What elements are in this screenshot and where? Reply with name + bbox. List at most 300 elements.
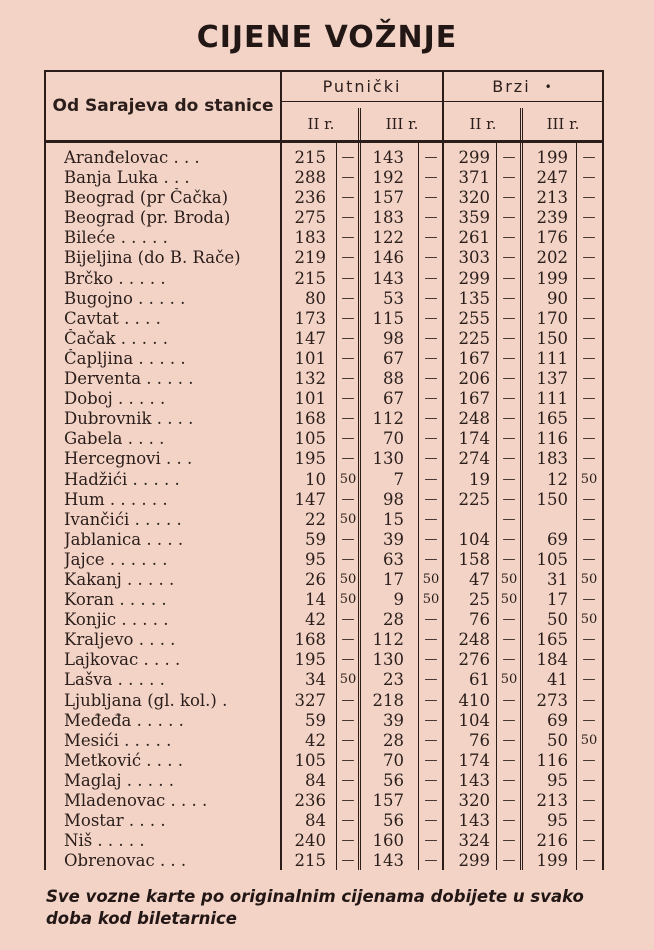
fare-p3c: — bbox=[424, 190, 438, 206]
fare-p3: 56 bbox=[383, 811, 404, 831]
fare-b3c: — bbox=[582, 712, 596, 728]
fare-p3c: — bbox=[424, 250, 438, 266]
station-name: Kraljevo . . . . bbox=[64, 630, 176, 650]
fare-p3c: — bbox=[424, 371, 438, 387]
fare-p2c: — bbox=[341, 732, 355, 748]
brzi-class3-header: III r. bbox=[546, 115, 580, 133]
fare-p3c: — bbox=[424, 290, 438, 306]
fare-p3: 70 bbox=[383, 750, 404, 770]
fare-p3c: — bbox=[424, 793, 438, 808]
fare-b2: 76 bbox=[469, 730, 490, 750]
fare-b3c: — bbox=[582, 793, 596, 808]
fare-b3c: — bbox=[582, 451, 596, 467]
fare-b2: 167 bbox=[458, 389, 490, 409]
fare-p2c: — bbox=[341, 371, 355, 387]
fare-p2: 288 bbox=[294, 168, 326, 188]
fare-p3: 146 bbox=[372, 248, 404, 268]
station-name: Mostar . . . . bbox=[64, 811, 166, 831]
fare-b2: 248 bbox=[458, 409, 490, 429]
fare-p2c: 50 bbox=[339, 571, 357, 587]
fare-p3: 67 bbox=[383, 389, 404, 409]
table-row bbox=[46, 550, 602, 570]
fare-p2: 215 bbox=[294, 268, 326, 288]
fare-p3c: — bbox=[424, 732, 438, 748]
fare-b3c: — bbox=[582, 431, 596, 447]
station-name: Jablanica . . . . bbox=[64, 529, 184, 549]
fare-b3c: — bbox=[582, 290, 596, 306]
fare-p2: 168 bbox=[294, 630, 326, 650]
fare-b3c: 50 bbox=[580, 471, 598, 487]
station-name: Lašva . . . . . bbox=[64, 670, 165, 690]
fare-b2: 104 bbox=[458, 710, 490, 730]
station-name: Čapljina . . . . . bbox=[64, 348, 186, 368]
fare-b2c: — bbox=[502, 290, 516, 306]
station-name: Dubrovnik . . . . bbox=[64, 409, 194, 429]
fare-p3: 9 bbox=[393, 590, 404, 610]
fare-p2: 101 bbox=[294, 348, 326, 368]
table-row bbox=[46, 630, 602, 650]
fare-b2: 61 bbox=[469, 670, 490, 690]
fare-p3c: — bbox=[424, 612, 438, 628]
fare-b3: 69 bbox=[547, 529, 568, 549]
fare-b2c: — bbox=[502, 310, 516, 326]
fare-b2: 371 bbox=[458, 168, 490, 188]
fare-p2c: — bbox=[341, 712, 355, 728]
fare-b2c: — bbox=[502, 431, 516, 447]
fare-p2c: — bbox=[341, 250, 355, 266]
fare-p2: 173 bbox=[294, 308, 326, 328]
table-row bbox=[46, 248, 602, 268]
table-row bbox=[46, 570, 602, 590]
fare-p2: 26 bbox=[305, 569, 326, 589]
table-row bbox=[46, 168, 602, 188]
fare-p3c: 50 bbox=[422, 571, 440, 587]
fare-p2c: — bbox=[341, 451, 355, 467]
fare-b3: 137 bbox=[536, 369, 568, 389]
station-name: Banja Luka . . . bbox=[64, 168, 190, 188]
fare-b2: 410 bbox=[458, 690, 490, 710]
station-name: Bijeljina (do B. Rače) bbox=[64, 248, 241, 268]
fare-p2c: — bbox=[341, 230, 355, 246]
fare-b2c: — bbox=[502, 250, 516, 266]
fare-p3: 115 bbox=[372, 308, 404, 328]
fare-p2c: — bbox=[341, 330, 355, 346]
fare-p2: 275 bbox=[294, 208, 326, 228]
fare-b3c: — bbox=[582, 270, 596, 286]
fare-p3c: — bbox=[424, 391, 438, 407]
fare-p2c: 50 bbox=[339, 592, 357, 608]
fare-b2c: — bbox=[502, 150, 516, 165]
fare-b2c: — bbox=[502, 471, 516, 487]
table-row bbox=[46, 691, 602, 711]
fare-b2c: — bbox=[502, 752, 516, 768]
fare-b2c: — bbox=[502, 551, 516, 567]
fare-p3c: — bbox=[424, 310, 438, 326]
fare-p3c: — bbox=[424, 531, 438, 547]
table-row bbox=[46, 751, 602, 771]
fare-b3: 95 bbox=[547, 770, 568, 790]
fare-b3c: — bbox=[582, 170, 596, 186]
fare-b2c: — bbox=[502, 772, 516, 788]
fare-b2: 135 bbox=[458, 288, 490, 308]
fare-p2c: — bbox=[341, 652, 355, 668]
fare-b2c: — bbox=[502, 652, 516, 668]
table-row bbox=[46, 148, 602, 168]
fare-p3c: — bbox=[424, 150, 438, 165]
table-row bbox=[46, 289, 602, 309]
fare-b3c: 50 bbox=[580, 612, 598, 628]
fare-b2c: — bbox=[502, 632, 516, 648]
fare-p2: 14 bbox=[305, 590, 326, 610]
fare-p2c: — bbox=[341, 491, 355, 507]
fare-b3c: — bbox=[582, 853, 596, 869]
table-row bbox=[46, 369, 602, 389]
fare-b3c: — bbox=[582, 391, 596, 407]
fare-p2c: — bbox=[341, 150, 355, 165]
fare-p2c: — bbox=[341, 411, 355, 427]
fare-b3c: — bbox=[582, 250, 596, 266]
table-row bbox=[46, 309, 602, 329]
station-name: Gabela . . . . bbox=[64, 429, 165, 449]
fare-p2: 147 bbox=[294, 489, 326, 509]
fare-b2c: — bbox=[502, 230, 516, 246]
fare-b2: 143 bbox=[458, 770, 490, 790]
fare-b3: 239 bbox=[536, 208, 568, 228]
fare-p2: 80 bbox=[305, 288, 326, 308]
fare-p2: 59 bbox=[305, 710, 326, 730]
brzi-mark: • bbox=[544, 79, 554, 94]
fare-p3c: 50 bbox=[422, 592, 440, 608]
fare-b3: 111 bbox=[536, 348, 568, 368]
fare-p2: 195 bbox=[294, 449, 326, 469]
fare-b2c: — bbox=[502, 712, 516, 728]
fare-p3c: — bbox=[424, 170, 438, 186]
fare-b3: 199 bbox=[536, 851, 568, 871]
fare-b3: 105 bbox=[536, 549, 568, 569]
fare-b3c: — bbox=[582, 551, 596, 567]
fare-b2c: — bbox=[502, 371, 516, 387]
fare-p2c: — bbox=[341, 310, 355, 326]
fare-b3c: 50 bbox=[580, 571, 598, 587]
table-row bbox=[46, 831, 602, 851]
fare-p2c: — bbox=[341, 391, 355, 407]
fare-p3: 63 bbox=[383, 549, 404, 569]
station-column-header: Od Sarajeva do stanice bbox=[46, 72, 282, 140]
station-name: Ivančići . . . . . bbox=[64, 509, 182, 529]
station-name: Derventa . . . . . bbox=[64, 369, 194, 389]
fare-p2: 59 bbox=[305, 529, 326, 549]
fare-rows bbox=[46, 148, 602, 871]
fare-p3: 112 bbox=[372, 630, 404, 650]
fare-p2: 105 bbox=[294, 750, 326, 770]
fare-b2: 143 bbox=[458, 811, 490, 831]
fare-b2c: — bbox=[502, 391, 516, 407]
fare-b2c: — bbox=[502, 853, 516, 869]
table-row bbox=[46, 670, 602, 690]
table-row bbox=[46, 349, 602, 369]
station-name: Međeđa . . . . . bbox=[64, 710, 184, 730]
fare-b3: 31 bbox=[547, 569, 568, 589]
station-name: Bileće . . . . . bbox=[64, 228, 168, 248]
table-row bbox=[46, 429, 602, 449]
fare-b3c: — bbox=[582, 230, 596, 246]
station-name: Obrenovac . . . bbox=[64, 851, 187, 871]
fare-p3c: — bbox=[424, 813, 438, 829]
fare-p3c: — bbox=[424, 270, 438, 286]
fare-b3: 213 bbox=[536, 791, 568, 810]
fare-p2c: — bbox=[341, 190, 355, 206]
fare-b2c: — bbox=[502, 411, 516, 427]
brzi-header bbox=[444, 72, 602, 102]
fare-p2: 195 bbox=[294, 650, 326, 670]
fare-b3: 202 bbox=[536, 248, 568, 268]
fare-p2: 34 bbox=[305, 670, 326, 690]
fare-p3c: — bbox=[424, 511, 438, 527]
station-name: Metković . . . . bbox=[64, 750, 184, 770]
fare-p2: 42 bbox=[305, 730, 326, 750]
fare-p2c: — bbox=[341, 752, 355, 768]
fare-b3: 69 bbox=[547, 710, 568, 730]
table-row bbox=[46, 208, 602, 228]
fare-b3c: — bbox=[582, 752, 596, 768]
fare-p3: 122 bbox=[372, 228, 404, 248]
fare-p3: 192 bbox=[372, 168, 404, 188]
fare-b3: 95 bbox=[547, 811, 568, 831]
fare-p2: 215 bbox=[294, 851, 326, 871]
fare-p2: 84 bbox=[305, 770, 326, 790]
fare-p3c: — bbox=[424, 752, 438, 768]
fare-b3: 213 bbox=[536, 188, 568, 208]
fare-b2c: — bbox=[502, 190, 516, 206]
fare-b3 bbox=[522, 510, 568, 530]
fare-p3c: — bbox=[424, 471, 438, 487]
fare-b2: 174 bbox=[458, 429, 490, 449]
fare-p3c: — bbox=[424, 350, 438, 366]
station-name: Cavtat . . . . bbox=[64, 308, 161, 328]
fare-p2c: — bbox=[341, 531, 355, 547]
station-name: Niš . . . . . bbox=[64, 831, 145, 851]
station-name: Konjic . . . . . bbox=[64, 610, 169, 630]
fare-p3c: — bbox=[424, 330, 438, 346]
fare-p3c: — bbox=[424, 853, 438, 869]
fare-b3: 17 bbox=[547, 590, 568, 610]
table-row bbox=[46, 188, 602, 208]
putnicki-class2-header: II r. bbox=[307, 115, 335, 133]
fare-b2: 248 bbox=[458, 630, 490, 650]
fare-b3: 183 bbox=[536, 449, 568, 469]
fare-b3c: — bbox=[582, 511, 596, 527]
fare-p2: 10 bbox=[305, 469, 326, 489]
fare-p2: 22 bbox=[305, 509, 326, 529]
fare-p2c: — bbox=[341, 290, 355, 306]
fare-p3: 143 bbox=[372, 851, 404, 871]
station-name: Ljubljana (gl. kol.) . bbox=[64, 690, 228, 710]
fare-p3c: — bbox=[424, 833, 438, 849]
fare-b2c: — bbox=[502, 210, 516, 226]
fare-p3: 143 bbox=[372, 148, 404, 167]
fare-b3c: — bbox=[582, 632, 596, 648]
fare-p3c: — bbox=[424, 491, 438, 507]
fare-b3: 170 bbox=[536, 308, 568, 328]
table-row bbox=[46, 771, 602, 791]
fare-p2c: — bbox=[341, 692, 355, 708]
fare-b2: 167 bbox=[458, 348, 490, 368]
table-row bbox=[46, 510, 602, 530]
fare-p2c: — bbox=[341, 813, 355, 829]
fare-b2: 303 bbox=[458, 248, 490, 268]
fare-p2: 183 bbox=[294, 228, 326, 248]
station-name: Brčko . . . . . bbox=[64, 268, 166, 288]
table-row bbox=[46, 470, 602, 490]
fare-b2: 206 bbox=[458, 369, 490, 389]
fare-p2: 105 bbox=[294, 429, 326, 449]
fare-p2c: — bbox=[341, 612, 355, 628]
fare-p3c: — bbox=[424, 411, 438, 427]
fare-p3c: — bbox=[424, 692, 438, 708]
fare-b3c: — bbox=[582, 531, 596, 547]
table-row bbox=[46, 811, 602, 831]
fare-p2c: — bbox=[341, 772, 355, 788]
fare-b3: 150 bbox=[536, 328, 568, 348]
fare-p2: 215 bbox=[294, 148, 326, 167]
fare-b3c: — bbox=[582, 652, 596, 668]
fare-p3: 23 bbox=[383, 670, 404, 690]
fare-p3: 98 bbox=[383, 489, 404, 509]
fare-b3: 199 bbox=[536, 268, 568, 288]
fare-p3c: — bbox=[424, 632, 438, 648]
fare-p3: 98 bbox=[383, 328, 404, 348]
station-name: Maglaj . . . . . bbox=[64, 770, 174, 790]
fare-p2: 327 bbox=[294, 690, 326, 710]
fare-p2c: — bbox=[341, 793, 355, 808]
fare-p3: 160 bbox=[372, 831, 404, 851]
station-name: Hadžići . . . . . bbox=[64, 469, 180, 489]
fare-p2c: — bbox=[341, 210, 355, 226]
fare-b3: 12 bbox=[547, 469, 568, 489]
fare-b2: 274 bbox=[458, 449, 490, 469]
station-name: Beograd (pr Čačka) bbox=[64, 188, 229, 208]
fare-b2c: — bbox=[502, 813, 516, 829]
fare-p3c: — bbox=[424, 772, 438, 788]
fare-b2c: — bbox=[502, 511, 516, 527]
fare-p2c: 50 bbox=[339, 511, 357, 527]
fare-p2c: 50 bbox=[339, 672, 357, 688]
table-row bbox=[46, 389, 602, 409]
fare-b2: 276 bbox=[458, 650, 490, 670]
fare-p3: 39 bbox=[383, 710, 404, 730]
fare-b2c: 50 bbox=[500, 672, 518, 688]
fare-b3: 247 bbox=[536, 168, 568, 188]
fare-b3c: — bbox=[582, 330, 596, 346]
fare-p2c: — bbox=[341, 551, 355, 567]
fare-b2c: — bbox=[502, 270, 516, 286]
fare-b2: 19 bbox=[469, 469, 490, 489]
fare-p3: 70 bbox=[383, 429, 404, 449]
fare-b2: 320 bbox=[458, 188, 490, 208]
station-name: Bugojno . . . . . bbox=[64, 288, 186, 308]
fare-b3: 165 bbox=[536, 409, 568, 429]
fare-b2c: — bbox=[502, 833, 516, 849]
fare-b3: 165 bbox=[536, 630, 568, 650]
table-row bbox=[46, 610, 602, 630]
fare-b2: 225 bbox=[458, 489, 490, 509]
fare-p2: 240 bbox=[294, 831, 326, 851]
fare-p3: 130 bbox=[372, 449, 404, 469]
fare-b3: 176 bbox=[536, 228, 568, 248]
fare-b2: 299 bbox=[458, 148, 490, 167]
station-name: Hercegnovi . . . bbox=[64, 449, 193, 469]
fare-b2: 174 bbox=[458, 750, 490, 770]
fare-p3c: — bbox=[424, 230, 438, 246]
fare-b2c: — bbox=[502, 491, 516, 507]
fare-b2: 299 bbox=[458, 851, 490, 871]
fare-p3: 183 bbox=[372, 208, 404, 228]
fare-p2: 236 bbox=[294, 188, 326, 208]
fare-p3: 157 bbox=[372, 188, 404, 208]
station-name: Mladenovac . . . . bbox=[64, 791, 208, 810]
table-row bbox=[46, 530, 602, 550]
fare-p3: 7 bbox=[393, 469, 404, 489]
table-row bbox=[46, 449, 602, 469]
fare-p3: 218 bbox=[372, 690, 404, 710]
fare-p3c: — bbox=[424, 551, 438, 567]
fare-b3: 90 bbox=[547, 288, 568, 308]
fare-p3: 53 bbox=[383, 288, 404, 308]
station-name: Kakanj . . . . . bbox=[64, 569, 175, 589]
station-name: Mesići . . . . . bbox=[64, 730, 172, 750]
station-name: Čačak . . . . . bbox=[64, 328, 168, 348]
table-row bbox=[46, 490, 602, 510]
table-row bbox=[46, 851, 602, 871]
fare-b3: 50 bbox=[547, 730, 568, 750]
fare-b3c: — bbox=[582, 692, 596, 708]
fare-p2c: — bbox=[341, 270, 355, 286]
fare-p3: 28 bbox=[383, 610, 404, 630]
table-row bbox=[46, 409, 602, 429]
fare-p2: 168 bbox=[294, 409, 326, 429]
fare-p3c: — bbox=[424, 672, 438, 688]
fare-table bbox=[44, 70, 604, 870]
fare-p2: 42 bbox=[305, 610, 326, 630]
fare-b3: 150 bbox=[536, 489, 568, 509]
fare-p2c: — bbox=[341, 833, 355, 849]
fare-p3: 112 bbox=[372, 409, 404, 429]
fare-b3: 116 bbox=[536, 429, 568, 449]
fare-p3: 15 bbox=[383, 509, 404, 529]
fare-p3: 17 bbox=[383, 569, 404, 589]
fare-p2c: — bbox=[341, 632, 355, 648]
fare-b2c: — bbox=[502, 451, 516, 467]
fare-b2: 299 bbox=[458, 268, 490, 288]
fare-p3: 56 bbox=[383, 770, 404, 790]
fare-p2: 101 bbox=[294, 389, 326, 409]
fare-p3: 88 bbox=[383, 369, 404, 389]
fare-b2c: — bbox=[502, 170, 516, 186]
fare-b2c: — bbox=[502, 793, 516, 808]
fare-b2: 324 bbox=[458, 831, 490, 851]
fare-b3c: — bbox=[582, 833, 596, 849]
station-name: Beograd (pr. Broda) bbox=[64, 208, 231, 228]
station-name: Koran . . . . . bbox=[64, 590, 167, 610]
footer-note: Sve vozne karte po originalnim cijenama dobijete u svako doba kod biletarnice bbox=[46, 887, 584, 928]
fare-p2c: — bbox=[341, 170, 355, 186]
fare-b2c: — bbox=[502, 350, 516, 366]
fare-b3c: — bbox=[582, 150, 596, 165]
fare-p2: 132 bbox=[294, 369, 326, 389]
fare-b2: 25 bbox=[469, 590, 490, 610]
table-row bbox=[46, 329, 602, 349]
fare-b2: 225 bbox=[458, 328, 490, 348]
